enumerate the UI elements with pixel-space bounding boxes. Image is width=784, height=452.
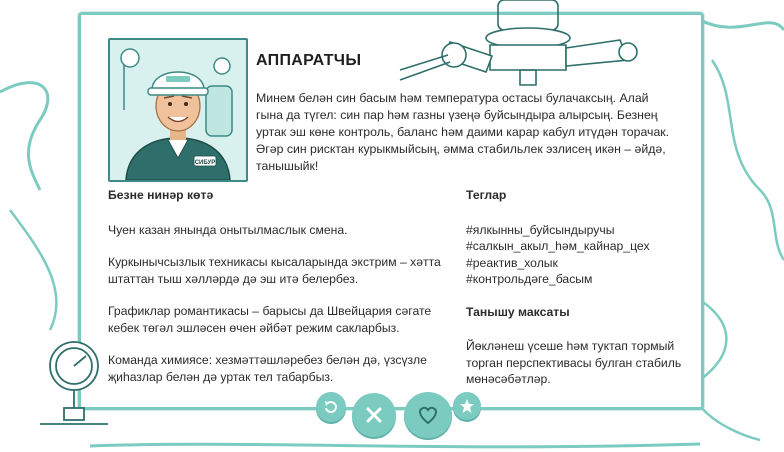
dislike-button[interactable] (352, 393, 396, 437)
expectation-item: Чуен казан янында онытылмаслык смена. (108, 222, 348, 237)
worker-illustration (110, 40, 246, 180)
tags-section (466, 187, 691, 388)
tag-item: #салкын_акыл_һәм_кайнар_цех (466, 239, 650, 253)
expectation-item: Куркынычсызлык техникасы кысаларында экстрим – хәтта штаттан тыш хәлләрдә дә эш итә белербез. (108, 255, 441, 286)
undo-icon (323, 399, 339, 415)
goal-text: Йөкләнеш үсеше һәм туктап тормый торган перспективасы булган стабиль мөнәсәбәтләр. (466, 339, 682, 386)
tag-item: #реактив_холык (466, 255, 558, 270)
expectation-item: Команда химиясе: хезмәттәшләребез белән дә, үзсүзле җиһазлар белән дә уртак тел табарбыз. (108, 353, 427, 384)
tags-heading: Теглар (466, 188, 507, 202)
profile-intro: Минем белән син басым һәм температура остасы булачаксың. Алай гына да түгел: син пар һәм газны үзеңә буйсындыра алырсың. Безнең уртак эш көне контроль, баланс һәм даими карар кабул итүдән торачак. Әгәр син рисктан курыкмыйсың, әмма стабильлек эзлисең икән – әйдә, танышыйк! (256, 91, 670, 173)
goal-heading: Танышу максаты (466, 304, 570, 319)
avatar-badge: СИБУР (194, 160, 216, 166)
expectations-heading: Безне нинәр көтә (108, 188, 214, 202)
expectations-section (108, 187, 453, 401)
tag-item: #ялкынны_буйсындыручы (466, 222, 615, 237)
close-icon (364, 405, 384, 425)
heart-icon (417, 405, 439, 425)
like-button[interactable] (404, 392, 452, 438)
profile-title: АППАРАТЧЫ (256, 52, 362, 69)
tag-item: #контрольдәге_басым (466, 272, 593, 286)
tags-list (466, 222, 691, 288)
superlike-button[interactable] (453, 392, 481, 420)
expectation-item: Графиклар романтикасы – барысы да Швейцария сәгате кебек төгәл эшләсен өчен әйбәт режим сакларбыз. (108, 304, 432, 335)
avatar (108, 38, 248, 182)
star-icon (459, 398, 475, 414)
undo-button[interactable] (316, 392, 346, 422)
